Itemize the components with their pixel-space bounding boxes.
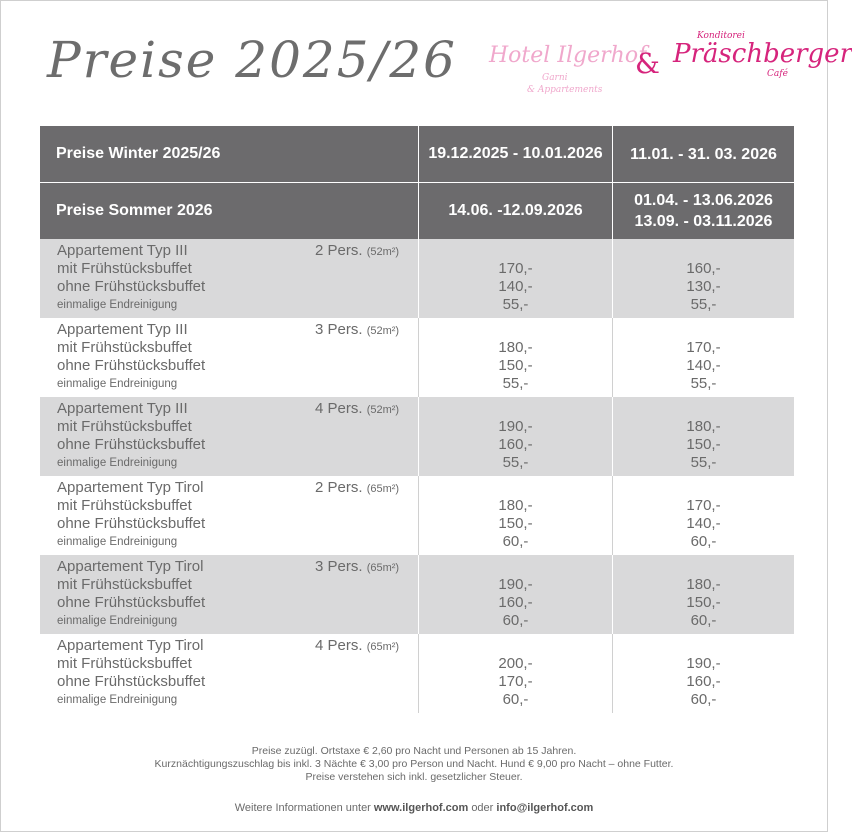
price-without-breakfast: 140,- xyxy=(498,278,533,295)
table-row xyxy=(40,318,794,397)
price-without-breakfast: 150,- xyxy=(498,357,533,374)
with-breakfast-label: mit Frühstücksbuffet xyxy=(57,497,192,514)
with-breakfast-label: mit Frühstücksbuffet xyxy=(57,655,192,672)
price-cleaning: 60,- xyxy=(690,691,717,708)
price-with-breakfast: 180,- xyxy=(498,339,533,356)
persons-info xyxy=(315,479,399,498)
logo-cafe: Café xyxy=(767,69,788,79)
cleaning-label: einmalige Endreinigung xyxy=(57,299,178,311)
hotel-logo xyxy=(487,31,852,107)
apartment-area: (52m²) xyxy=(366,246,400,258)
price-period-2 xyxy=(613,476,794,555)
without-breakfast-label: ohne Frühstücksbuffet xyxy=(57,278,206,295)
persons-info xyxy=(315,400,399,419)
apartment-area: (65m²) xyxy=(366,562,400,574)
logo-ampersand: & xyxy=(635,47,660,80)
without-breakfast-label: ohne Frühstücksbuffet xyxy=(57,436,206,453)
price-without-breakfast: 150,- xyxy=(498,515,533,532)
winter-period-2: 11.01. - 31. 03. 2026 xyxy=(630,145,777,163)
header-row-summer xyxy=(40,182,794,239)
price-with-breakfast: 180,- xyxy=(686,418,721,435)
note-line: Preise zuzügl. Ortstaxe € 2,60 pro Nacht und Personen ab 15 Jahren. xyxy=(251,745,577,757)
summer-period-2a: 01.04. - 13.06.2026 xyxy=(634,192,773,209)
without-breakfast-label: ohne Frühstücksbuffet xyxy=(57,357,206,374)
price-with-breakfast: 170,- xyxy=(686,497,721,514)
winter-period-1: 19.12.2025 - 10.01.2026 xyxy=(419,126,613,182)
price-period-2 xyxy=(613,239,794,318)
cleaning-label: einmalige Endreinigung xyxy=(57,536,178,548)
price-with-breakfast: 180,- xyxy=(686,576,721,593)
apartment-description xyxy=(40,555,419,634)
persons-info xyxy=(315,242,399,261)
summer-period-1: 14.06. -12.09.2026 xyxy=(419,183,613,239)
price-without-breakfast: 160,- xyxy=(498,436,533,453)
apartment-area: (52m²) xyxy=(366,404,400,416)
price-cleaning: 55,- xyxy=(690,296,717,313)
price-without-breakfast: 130,- xyxy=(686,278,721,295)
logo-hotel-name: Hotel Ilgerhof xyxy=(489,43,647,68)
apartment-area: (65m²) xyxy=(366,483,400,495)
table-row xyxy=(40,397,794,476)
price-table xyxy=(40,126,794,713)
price-cleaning: 60,- xyxy=(502,533,529,550)
price-period-2 xyxy=(613,318,794,397)
with-breakfast-label: mit Frühstücksbuffet xyxy=(57,260,192,277)
with-breakfast-label: mit Frühstücksbuffet xyxy=(57,339,192,356)
apartment-description xyxy=(40,476,419,555)
persons-count: 2 Pers. xyxy=(315,479,363,496)
price-period-1 xyxy=(419,397,613,476)
price-period-2 xyxy=(613,634,794,713)
apartment-type: Appartement Typ Tirol xyxy=(57,637,204,654)
price-without-breakfast: 170,- xyxy=(498,673,533,690)
price-cleaning: 60,- xyxy=(690,533,717,550)
cleaning-label: einmalige Endreinigung xyxy=(57,457,178,469)
apartment-description xyxy=(40,318,419,397)
price-with-breakfast: 190,- xyxy=(498,418,533,435)
info-prefix: Weitere Informationen unter xyxy=(234,802,371,814)
header-row-winter xyxy=(40,126,794,182)
summer-period-2 xyxy=(613,183,794,239)
apartment-area: (52m²) xyxy=(366,325,400,337)
without-breakfast-label: ohne Frühstücksbuffet xyxy=(57,673,206,690)
info-middle: oder xyxy=(471,802,494,814)
contact-info xyxy=(1,802,827,814)
price-cleaning: 55,- xyxy=(502,296,529,313)
price-without-breakfast: 160,- xyxy=(686,673,721,690)
persons-count: 3 Pers. xyxy=(315,558,363,575)
table-row xyxy=(40,555,794,634)
cleaning-label: einmalige Endreinigung xyxy=(57,615,178,627)
price-period-1 xyxy=(419,476,613,555)
persons-info xyxy=(315,637,399,656)
price-period-2 xyxy=(613,555,794,634)
persons-info xyxy=(315,558,399,577)
email-link[interactable]: info@ilgerhof.com xyxy=(496,802,594,814)
price-without-breakfast: 140,- xyxy=(686,357,721,374)
apartment-description xyxy=(40,634,419,713)
without-breakfast-label: ohne Frühstücksbuffet xyxy=(57,515,206,532)
logo-garni: Garni xyxy=(542,73,568,83)
price-with-breakfast: 190,- xyxy=(686,655,721,672)
price-with-breakfast: 200,- xyxy=(498,655,533,672)
price-without-breakfast: 140,- xyxy=(686,515,721,532)
price-cleaning: 60,- xyxy=(502,691,529,708)
price-without-breakfast: 150,- xyxy=(686,436,721,453)
apartment-type: Appartement Typ III xyxy=(57,400,188,417)
price-period-2 xyxy=(613,397,794,476)
summer-label: Preise Sommer 2026 xyxy=(40,183,419,239)
price-with-breakfast: 170,- xyxy=(686,339,721,356)
persons-count: 4 Pers. xyxy=(315,400,363,417)
apartment-description xyxy=(40,239,419,318)
apartment-type: Appartement Typ Tirol xyxy=(57,479,204,496)
persons-count: 4 Pers. xyxy=(315,637,363,654)
cleaning-label: einmalige Endreinigung xyxy=(57,378,178,390)
price-cleaning: 55,- xyxy=(502,454,529,471)
price-without-breakfast: 160,- xyxy=(498,594,533,611)
price-period-1 xyxy=(419,239,613,318)
apartment-type: Appartement Typ III xyxy=(57,321,188,338)
table-row xyxy=(40,239,794,318)
without-breakfast-label: ohne Frühstücksbuffet xyxy=(57,594,206,611)
table-row xyxy=(40,634,794,713)
note-line: Kurznächtigungszuschlag bis inkl. 3 Nächte € 3,00 pro Person und Nacht. Hund € 9,00 pro Nacht – ohne Futter. xyxy=(154,758,674,770)
note-line: Preise verstehen sich inkl. gesetzlicher Steuer. xyxy=(305,771,523,783)
price-with-breakfast: 170,- xyxy=(498,260,533,277)
price-cleaning: 60,- xyxy=(502,612,529,629)
table-row xyxy=(40,476,794,555)
summer-period-2b: 13.09. - 03.11.2026 xyxy=(634,213,773,230)
cleaning-label: einmalige Endreinigung xyxy=(57,694,178,706)
price-with-breakfast: 190,- xyxy=(498,576,533,593)
apartment-type: Appartement Typ Tirol xyxy=(57,558,204,575)
with-breakfast-label: mit Frühstücksbuffet xyxy=(57,576,192,593)
apartment-type: Appartement Typ III xyxy=(57,242,188,259)
persons-count: 2 Pers. xyxy=(315,242,363,259)
price-period-1 xyxy=(419,555,613,634)
website-link[interactable]: www.ilgerhof.com xyxy=(373,802,469,814)
price-with-breakfast: 180,- xyxy=(498,497,533,514)
apartment-area: (65m²) xyxy=(366,641,400,653)
winter-label: Preise Winter 2025/26 xyxy=(40,126,419,182)
price-cleaning: 60,- xyxy=(690,612,717,629)
price-without-breakfast: 150,- xyxy=(686,594,721,611)
persons-count: 3 Pers. xyxy=(315,321,363,338)
persons-info xyxy=(315,321,399,340)
logo-praschberger: Präschberger xyxy=(673,39,852,69)
price-cleaning: 55,- xyxy=(690,454,717,471)
price-cleaning: 55,- xyxy=(502,375,529,392)
price-period-1 xyxy=(419,634,613,713)
price-notes xyxy=(1,745,827,784)
price-cleaning: 55,- xyxy=(690,375,717,392)
price-with-breakfast: 160,- xyxy=(686,260,721,277)
apartment-description xyxy=(40,397,419,476)
price-period-1 xyxy=(419,318,613,397)
logo-appartements: & Appartements xyxy=(527,85,603,95)
logo-konditorei: Konditorei xyxy=(697,31,745,41)
page-title: Preise 2025/26 xyxy=(47,31,457,89)
with-breakfast-label: mit Frühstücksbuffet xyxy=(57,418,192,435)
